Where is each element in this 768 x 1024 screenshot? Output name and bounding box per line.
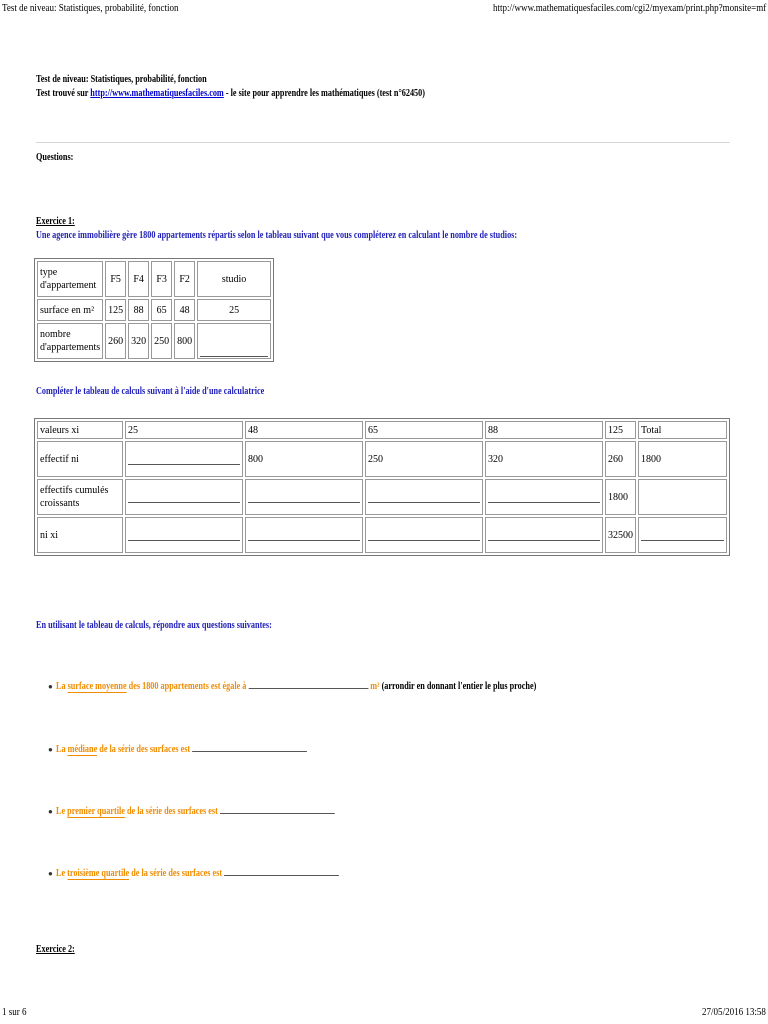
instruction-calc: Compléter le tableau de calculs suivant à l'aide d'une calculatrice [36,386,265,397]
table-cell: Total [638,421,727,439]
nixi-total-input[interactable] [638,517,727,553]
question-q3: ● Le troisième quartile de la série des surfaces est [48,868,401,879]
intro-found: Test trouvé sur http://www.mathematiquesfaciles.com - le site pour apprendre les mathématiques (test n°62450) [36,88,425,99]
page-title: Test de niveau: Statistiques, probabilité, fonction [2,2,179,14]
table-row [37,299,271,321]
moyenne-input[interactable] [248,688,368,689]
table-cell: F3 [151,261,172,297]
table-row [37,479,727,515]
table-cell: 125 [605,421,636,439]
browser-footer [2,1006,766,1020]
exercice1-title: Exercice 1: [36,216,75,227]
table-row [37,441,727,477]
table-cell: 48 [245,421,363,439]
table-cell: F2 [174,261,195,297]
instruction-questions: En utilisant le tableau de calculs, répondre aux questions suivantes: [36,620,272,631]
table-cell: F5 [105,261,126,297]
table-row [37,261,271,297]
page-counter: 1 sur 6 [2,1006,27,1018]
bullet-icon: ● [48,745,53,754]
nixi-65-input[interactable] [365,517,483,553]
table-cell: 800 [174,323,195,359]
browser-header [2,2,766,16]
table-cell: 1800 [605,479,636,515]
table-cell: type d'appartement [37,261,103,297]
table-row [37,517,727,553]
mediane-input[interactable] [192,751,307,752]
question-mediane: ● La médiane de la série des surfaces est [48,744,362,755]
exercice2-heading [36,944,83,955]
table-cell: 1800 [638,441,727,477]
print-datetime: 27/05/2016 13:58 [702,1006,766,1018]
exercice1-statement: Une agence immobilière gère 1800 appartements répartis selon le tableau suivant que vous compléterez en calculant le nombre de studios: [36,230,518,241]
table-cell: 250 [151,323,172,359]
questions-label: Questions: [36,152,74,163]
nixi-48-input[interactable] [245,517,363,553]
table-row [37,323,271,359]
term-surface-moyenne: surface moyenne [67,681,127,692]
table-cell: surface en m² [37,299,103,321]
table-cell: studio [197,261,271,297]
bullet-icon: ● [48,682,53,691]
table-cell: effectif ni [37,441,123,477]
apartments-table [34,258,274,362]
premier-quartile-input[interactable] [220,813,335,814]
intro [36,73,510,101]
effectif-25-input[interactable] [125,441,243,477]
term-mediane: médiane [67,744,98,755]
nixi-25-input[interactable] [125,517,243,553]
question-q1: ● Le premier quartile de la série des surfaces est [48,806,396,817]
intro-title: Test de niveau: Statistiques, probabilité, fonction [36,74,207,85]
bullet-icon: ● [48,807,53,816]
table-cell: 65 [151,299,172,321]
nixi-88-input[interactable] [485,517,603,553]
table-cell: 65 [365,421,483,439]
table-cell [638,479,727,515]
table-cell: 320 [485,441,603,477]
exercice1-heading [36,215,623,243]
cumule-48-input[interactable] [245,479,363,515]
table-cell: ni xi [37,517,123,553]
term-premier-quartile: premier quartile [67,806,125,817]
troisieme-quartile-input[interactable] [224,875,339,876]
table-cell: 320 [128,323,149,359]
table-cell: 88 [485,421,603,439]
site-link[interactable]: http://www.mathematiquesfaciles.com [90,88,224,99]
table-cell: effectifs cumulés croissants [37,479,123,515]
exercice2-title: Exercice 2: [36,944,75,955]
table-cell: 25 [197,299,271,321]
table-cell: 260 [605,441,636,477]
page-url: http://www.mathematiquesfaciles.com/cgi2/myexam/print.php?monsite=mf [492,2,766,14]
table-cell: 260 [105,323,126,359]
cumule-65-input[interactable] [365,479,483,515]
cumule-88-input[interactable] [485,479,603,515]
bullet-icon: ● [48,869,53,878]
table-cell: 32500 [605,517,636,553]
question-moyenne: ● La surface moyenne des 1800 appartements est égale à m² (arrondir en donnant l'entier le plus proche) [48,681,537,692]
cumule-25-input[interactable] [125,479,243,515]
table-cell: 125 [105,299,126,321]
table-cell: 250 [365,441,483,477]
table-cell: 48 [174,299,195,321]
table-cell: 88 [128,299,149,321]
table-cell: nombre d'appartements [37,323,103,359]
table-row [37,421,727,439]
studio-count-input[interactable] [197,323,271,359]
term-troisieme-quartile: troisième quartile [67,868,130,879]
divider [36,142,730,143]
table-cell: valeurs xi [37,421,123,439]
table-cell: 25 [125,421,243,439]
calc-table [34,418,730,556]
table-cell: 800 [245,441,363,477]
table-cell: F4 [128,261,149,297]
